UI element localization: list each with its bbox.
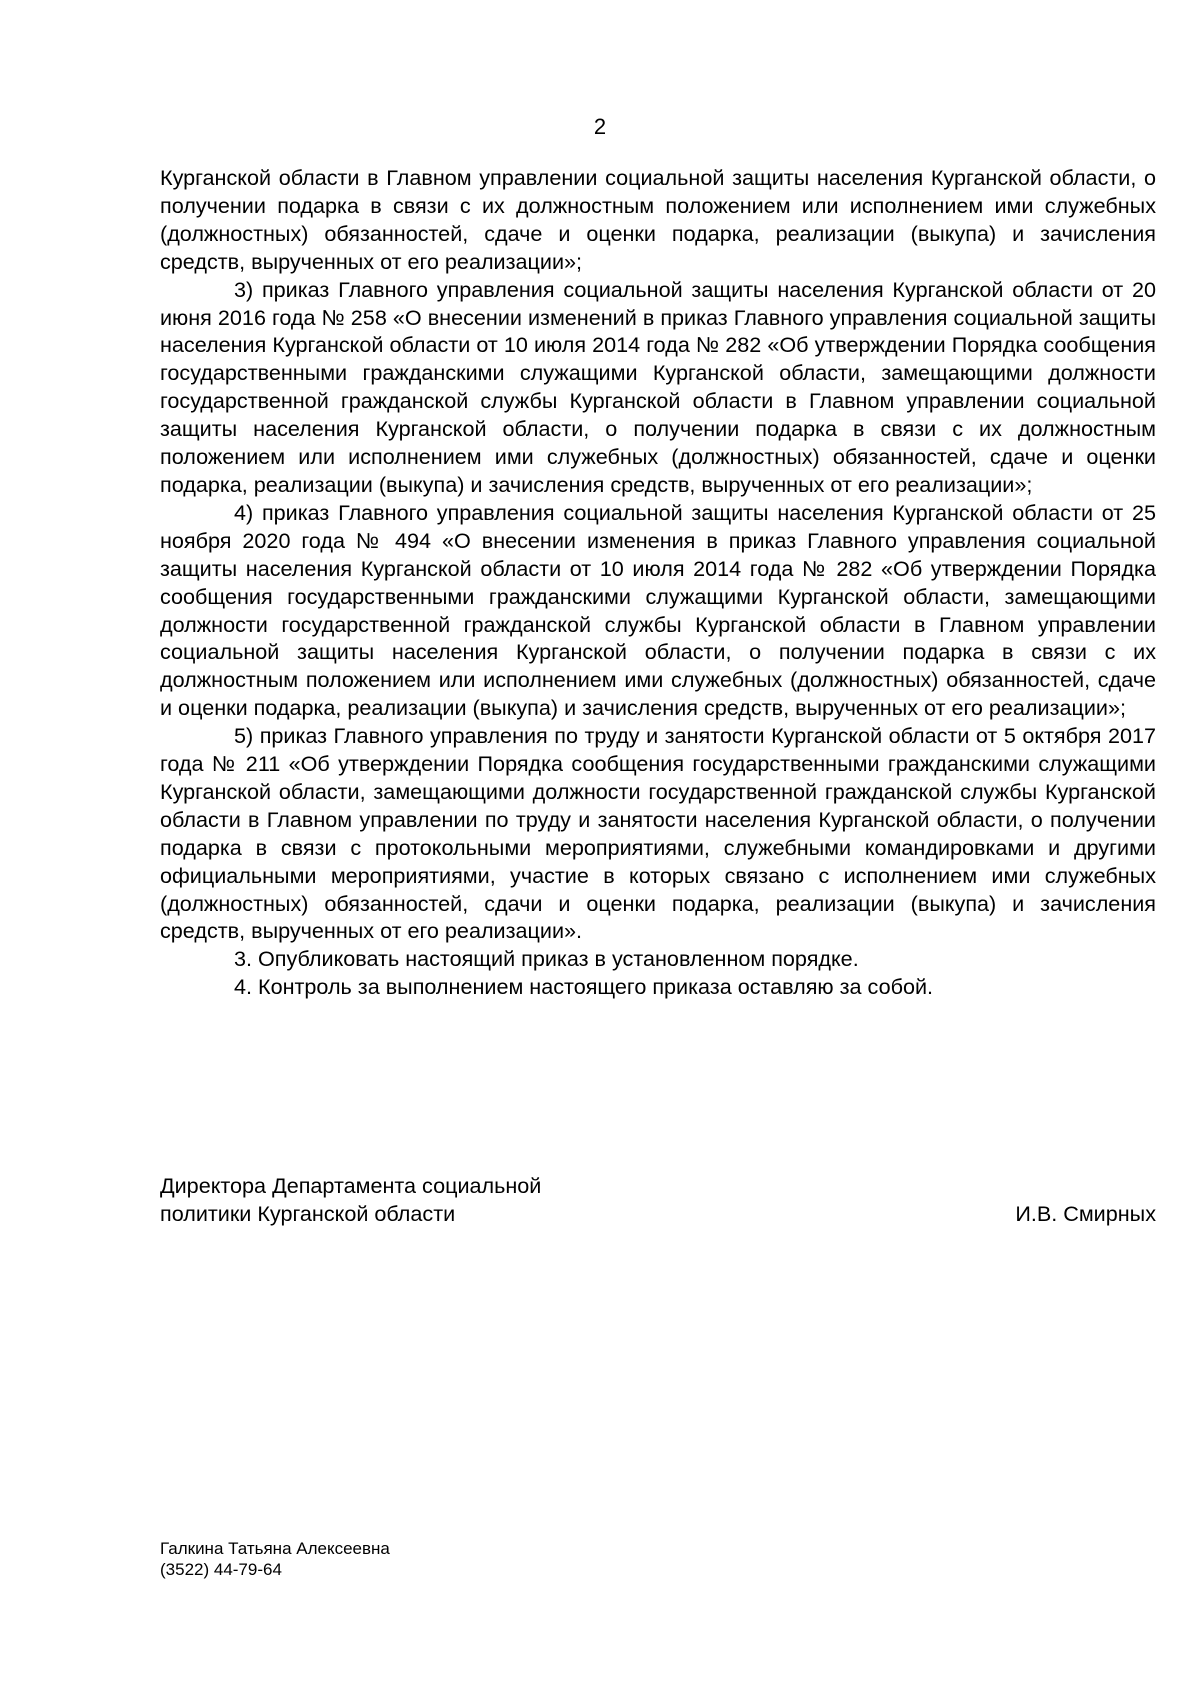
paragraph-item-3: 3) приказ Главного управления социальной защиты населения Курганской области от 20 июня 2016 года № 258 «О внесении изменений в приказ Главного управления социальной защиты населения Курганской области от 10 июля 2014 года № 282 «Об утверждении Порядка сообщения государственными гражданскими служащими Курганской области, замещающими должности государственной гражданской службы Курганской области в Главном управлении социальной защиты населения Курганской области, о получении подарка в связи с их должностным положением или исполнением ими служебных (должностных) обязанностей, сдаче и оценки подарка, реализации (выкупа) и зачисления средств, вырученных от его реализации»; [160,276,1156,497]
signatory-position-line-2: политики Курганской области [160,1200,456,1226]
paragraph-publish: 3. Опубликовать настоящий приказ в установленном порядке. [234,946,859,972]
executor-contact [160,1538,390,1580]
page-number: 2 [593,114,607,139]
document-body [160,164,1156,1001]
paragraph-item-4: 4) приказ Главного управления социальной защиты населения Курганской области от 25 ноября 2020 года № 494 «О внесении изменения в приказ Главного управления социальной защиты населения Курганской области от 10 июля 2014 года № 282 «Об утверждении Порядка сообщения государственными гражданскими служащими Курганской области, замещающими должности государственной гражданской службы Курганской области в Главном управлении социальной защиты населения Курганской области, о получении подарка в связи с их должностным положением или исполнением ими служебных (должностных) обязанностей, сдаче и оценки подарка, реализации (выкупа) и зачисления средств, вырученных от его реализации»; [160,499,1156,721]
signatory-position [160,1172,541,1228]
signatory-position-line-1: Директора Департамента социальной [160,1173,542,1198]
signature-block [160,1172,1156,1228]
paragraph-continuation: Курганской области в Главном управлении социальной защиты населения Курганской области, о получении подарка в связи с их должностным положением или исполнением ими служебных (должностных) обязанностей, сдаче и оценки подарка, реализации (выкупа) и зачисления средств, вырученных от его реализации»; [160,165,1156,274]
paragraph-control: 4. Контроль за выполнением настоящего приказа оставляю за собой. [234,974,934,1000]
executor-phone: (3522) 44-79-64 [160,1560,282,1579]
paragraph-item-5: 5) приказ Главного управления по труду и занятости Курганской области от 5 октября 2017 года № 211 «Об утверждении Порядка сообщения государственными гражданскими служащими Курганской области, замещающими должности государственной гражданской службы Курганской области в Главном управлении по труду и занятости населения Курганской области, о получении подарка в связи с протокольными мероприятиями, служебными командировками и другими официальными мероприятиями, участие в которых связано с исполнением ими служебных (должностных) обязанностей, сдачи и оценки подарка, реализации (выкупа) и зачисления средств, вырученных от его реализации». [160,723,1156,944]
executor-name: Галкина Татьяна Алексеевна [160,1539,390,1558]
signatory-name: И.В. Смирных [1015,1200,1156,1226]
